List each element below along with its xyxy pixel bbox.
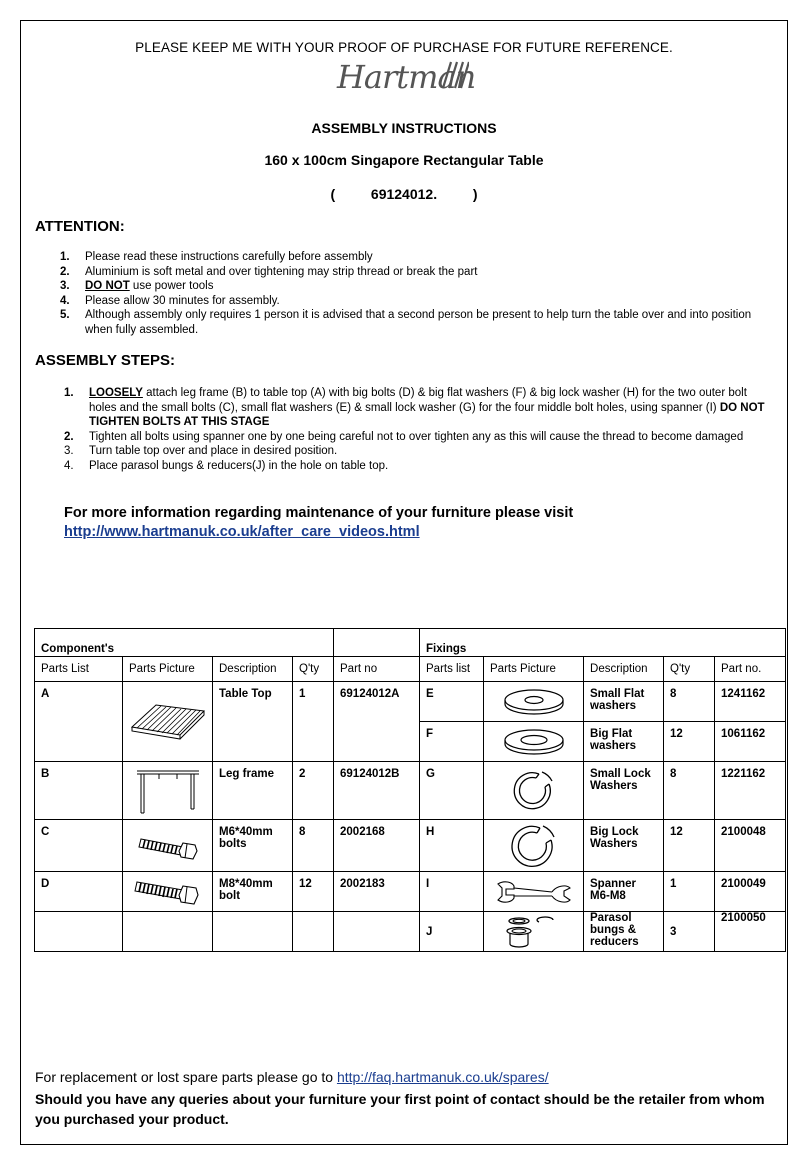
part-qty: 1	[293, 682, 334, 762]
part-number: 69124012A	[334, 682, 420, 762]
fixing-description: Spanner M6-M8	[584, 872, 664, 912]
product-name: 160 x 100cm Singapore Rectangular Table	[264, 152, 544, 168]
step-number: 1.	[64, 387, 74, 399]
part-qty: 8	[293, 820, 334, 872]
fixings-group-header: Fixings	[420, 629, 786, 657]
step-text: Place parasol bungs & reducers(J) in the hole on table top.	[89, 459, 389, 472]
part-id: C	[35, 820, 123, 872]
fixing-id: I	[420, 872, 484, 912]
part-number: 2002168	[334, 820, 420, 872]
steps-heading: ASSEMBLY STEPS:	[35, 352, 176, 369]
part-qty: 2	[293, 762, 334, 820]
product-code-close: )	[472, 186, 478, 202]
fixing-description: Small Lock Washers	[584, 762, 664, 820]
step-item	[64, 444, 774, 459]
attention-list	[60, 250, 775, 337]
attention-heading: ATTENTION:	[35, 218, 125, 235]
fixing-qty: 3	[664, 912, 715, 952]
spares-link[interactable]: http://faq.hartmanuk.co.uk/spares/	[336, 1069, 549, 1085]
logo-stripes-icon	[439, 60, 469, 90]
fixing-description: Big Flat washers	[584, 722, 664, 762]
flat-washer-icon	[499, 725, 569, 759]
part-description: M6*40mm bolts	[213, 820, 293, 872]
components-group-header: Component's	[35, 629, 334, 657]
part-number: 69124012B	[334, 762, 420, 820]
empty-cell	[293, 912, 334, 952]
flat-washer-icon	[499, 685, 569, 719]
step-number: 4.	[64, 459, 74, 472]
fixing-description: Parasol bungs & reducers	[584, 912, 664, 952]
col-header-description-fixings: Description	[584, 657, 664, 682]
table-row	[35, 682, 786, 722]
empty-cell	[334, 629, 420, 657]
item-number: 3.	[60, 280, 70, 292]
empty-cell	[123, 912, 213, 952]
fixing-qty: 8	[664, 682, 715, 722]
col-header-parts-list: Parts List	[35, 657, 123, 682]
item-number: 1.	[60, 251, 70, 263]
table-row	[35, 820, 786, 872]
part-qty: 12	[293, 872, 334, 912]
attention-item	[60, 250, 775, 265]
table-top-icon	[128, 697, 208, 747]
item-number: 4.	[60, 294, 70, 307]
empty-cell	[213, 912, 293, 952]
part-description: Table Top	[213, 682, 293, 762]
attention-item	[60, 308, 775, 337]
fixing-qty: 12	[664, 722, 715, 762]
item-emphasis: DO NOT	[85, 280, 130, 292]
logo-wordmark: Hartman	[337, 58, 476, 96]
item-number: 5.	[60, 309, 70, 321]
col-header-qty: Q'ty	[293, 657, 334, 682]
col-header-parts-picture: Parts Picture	[123, 657, 213, 682]
bolt-picture	[123, 872, 213, 912]
product-code	[0, 186, 808, 202]
fixing-id: G	[420, 762, 484, 820]
col-header-part-no: Part no	[334, 657, 420, 682]
fixing-description: Big Lock Washers	[584, 820, 664, 872]
lock-washer-icon	[509, 766, 559, 816]
leg-frame-icon	[131, 765, 205, 817]
step-item	[64, 459, 774, 474]
maintenance-info: For more information regarding maintenance of your furniture please visit	[64, 505, 574, 521]
step-item	[64, 430, 774, 445]
item-text: Please allow 30 minutes for assembly.	[85, 294, 280, 307]
keep-note: PLEASE KEEP ME WITH YOUR PROOF OF PURCHASE FOR FUTURE REFERENCE.	[135, 40, 673, 55]
fixing-number: 2100049	[715, 872, 786, 912]
attention-item	[60, 294, 775, 309]
spanner-icon	[494, 876, 574, 908]
parts-table	[34, 628, 786, 952]
step-text: Turn table top over and place in desired position.	[89, 445, 338, 457]
attention-item	[60, 265, 775, 280]
part-id: A	[35, 682, 123, 762]
empty-cell	[334, 912, 420, 952]
spanner-picture	[484, 872, 584, 912]
step-text: attach leg frame (B) to table top (A) with big bolts (D) & big flat washers (F) & big lock washer (H) for the two outer bolt holes and the small bolts (C), small flat washers (E) & small lock washer (G) for the four middle bolt holes, using spanner (I)	[89, 387, 747, 414]
step-warning: DO NOT TIGHTEN BOLTS AT THIS STAGE	[89, 401, 765, 428]
fixing-id: F	[420, 722, 484, 762]
hartman-logo	[335, 54, 475, 106]
step-text: Tighten all bolts using spanner one by one being careful not to over tighten any as this will cause the thread to become damaged	[89, 430, 744, 443]
steps-list	[64, 386, 774, 473]
leg-frame-picture	[123, 762, 213, 820]
item-number: 2.	[60, 265, 70, 278]
lock-washer-picture	[484, 762, 584, 820]
empty-cell	[35, 912, 123, 952]
product-code-open: (	[330, 186, 336, 202]
step-emphasis: LOOSELY	[89, 387, 143, 399]
spares-note	[35, 1069, 549, 1085]
bolt-icon	[131, 829, 205, 863]
part-id: B	[35, 762, 123, 820]
part-description: M8*40mm bolt	[213, 872, 293, 912]
bolt-picture	[123, 820, 213, 872]
table-row	[35, 912, 786, 952]
item-text: use power tools	[129, 280, 214, 292]
item-text: Aluminium is soft metal and over tightening may strip thread or break the part	[85, 265, 478, 278]
fixing-number: 1241162	[715, 682, 786, 722]
fixing-id: J	[420, 912, 484, 952]
fixing-number: 2100050	[715, 912, 786, 952]
col-header-parts-list-fixings: Parts list	[420, 657, 484, 682]
item-text: Although assembly only requires 1 person it is advised that a second person be present to help turn the table over and into position when fully assembled.	[85, 309, 752, 336]
bungs-reducers-icon	[499, 914, 569, 950]
fixing-id: H	[420, 820, 484, 872]
item-text: Please read these instructions carefully before assembly	[85, 251, 373, 263]
fixing-id: E	[420, 682, 484, 722]
flat-washer-picture	[484, 682, 584, 722]
fixing-description: Small Flat washers	[584, 682, 664, 722]
step-item	[64, 386, 774, 430]
lock-washer-icon	[508, 822, 560, 870]
part-id: D	[35, 872, 123, 912]
product-code-value: 69124012.	[370, 186, 438, 202]
page-title: ASSEMBLY INSTRUCTIONS	[311, 120, 497, 136]
bungs-reducers-picture	[484, 912, 584, 952]
retailer-note: Should you have any queries about your furniture your first point of contact should be the retailer from whom you purchased your product.	[35, 1091, 765, 1127]
aftercare-link[interactable]: http://www.hartmanuk.co.uk/after_care_videos.html	[64, 524, 420, 540]
attention-item	[60, 279, 775, 294]
lock-washer-picture	[484, 820, 584, 872]
col-header-description: Description	[213, 657, 293, 682]
bolt-icon	[129, 876, 207, 908]
fixing-number: 1061162	[715, 722, 786, 762]
flat-washer-picture	[484, 722, 584, 762]
part-description: Leg frame	[213, 762, 293, 820]
fixing-qty: 12	[664, 820, 715, 872]
fixing-qty: 1	[664, 872, 715, 912]
table-row	[35, 872, 786, 912]
step-number: 2.	[64, 430, 74, 443]
fixing-number: 2100048	[715, 820, 786, 872]
table-row	[35, 762, 786, 820]
col-header-parts-picture-fixings: Parts Picture	[484, 657, 584, 682]
part-number: 2002183	[334, 872, 420, 912]
step-number: 3.	[64, 445, 74, 457]
spares-text: For replacement or lost spare parts please go to	[35, 1069, 337, 1085]
fixing-qty: 8	[664, 762, 715, 820]
col-header-part-no-fixings: Part no.	[715, 657, 786, 682]
table-top-picture	[123, 682, 213, 762]
col-header-qty-fixings: Q'ty	[664, 657, 715, 682]
fixing-number: 1221162	[715, 762, 786, 820]
